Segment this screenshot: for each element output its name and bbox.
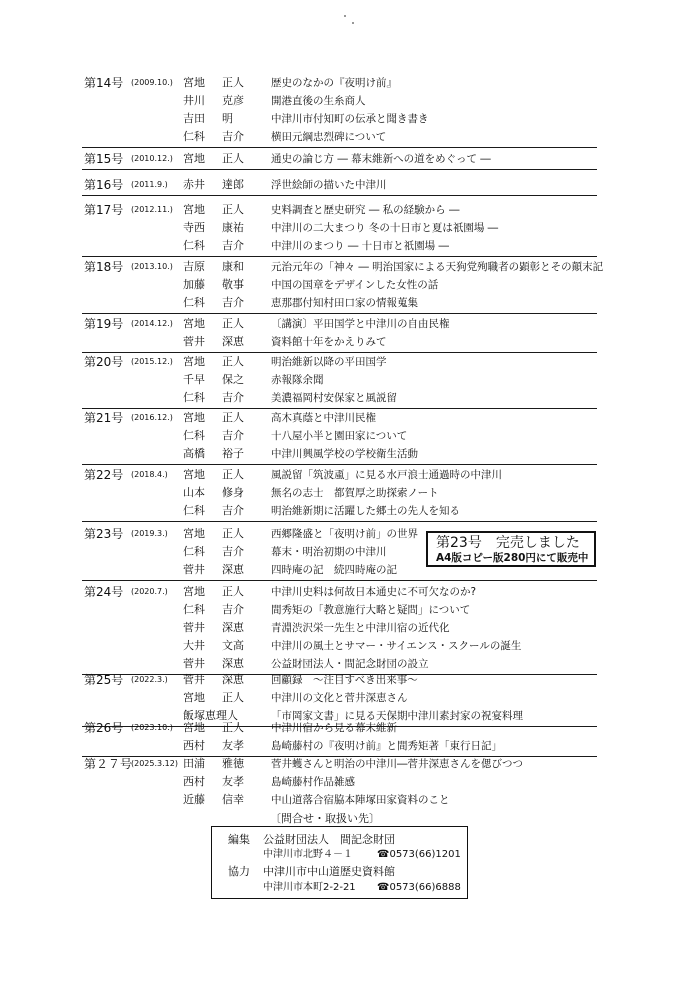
- author-given-name: 雅徳: [222, 757, 244, 770]
- author-given-name: 克彦: [222, 94, 244, 107]
- edit-label: 編集: [228, 833, 250, 846]
- article-title: 恵那郡付知村田口家の情報蒐集: [271, 297, 418, 309]
- article-title: 明治維新期に活躍した郷土の先人を知る: [271, 505, 460, 517]
- author-given-name: 明: [222, 112, 233, 125]
- article-title: 回顧録 ～注目すべき出来事～: [271, 674, 418, 686]
- issue-date: (2022.3.): [131, 675, 168, 684]
- article-row: [0, 150, 700, 168]
- issue-number: 第15号: [84, 152, 124, 166]
- issue-number: 第２７号: [84, 757, 133, 771]
- article-row: [0, 445, 700, 463]
- author-given-name: 正人: [222, 721, 244, 734]
- author-given-name: 吉介: [222, 296, 244, 309]
- issue-date: (2014.12.): [131, 319, 173, 328]
- author-surname: 宮地: [183, 468, 205, 481]
- article-title: 中山道落合宿脇本陣塚田家資料のこと: [271, 794, 450, 806]
- article-title: 公益財団法人・間記念財団の設立: [271, 658, 429, 670]
- issue-number: 第26号: [84, 721, 124, 735]
- article-title: 歴史のなかの『夜明け前』: [271, 77, 397, 89]
- issue-divider: [82, 580, 597, 581]
- issue-divider: [82, 256, 597, 257]
- author-surname: 山本: [183, 486, 205, 499]
- author-surname: 仁科: [183, 296, 205, 309]
- cooperation-organization: 中津川市中山道歴史資料館: [263, 865, 395, 878]
- author-surname: 菅井: [183, 621, 205, 634]
- issue-divider: [82, 313, 597, 314]
- author-given-name: 康和: [222, 260, 244, 273]
- author-given-name: 吉介: [222, 429, 244, 442]
- article-title: 無名の志士 都賀厚之助探索ノート: [271, 487, 439, 499]
- author-given-name: 裕子: [222, 447, 244, 460]
- author-surname: 宮地: [183, 585, 205, 598]
- author-given-name: 吉介: [222, 603, 244, 616]
- issue-date: (2020.7.): [131, 587, 168, 596]
- article-row: [0, 409, 700, 427]
- article-row: [0, 671, 700, 689]
- article-title: 中津川市付知町の伝承と聞き書き: [271, 113, 429, 125]
- article-row: [0, 237, 700, 255]
- author-surname: 宮地: [183, 317, 205, 330]
- article-row: [0, 333, 700, 351]
- article-row: [0, 276, 700, 294]
- author-given-name: 吉介: [222, 545, 244, 558]
- article-title: 横田元綱忠烈碑について: [271, 131, 387, 143]
- article-row: [0, 371, 700, 389]
- article-row: [0, 755, 700, 773]
- issue-date: (2018.4.): [131, 470, 168, 479]
- author-surname: 仁科: [183, 504, 205, 517]
- article-title: 「市岡家文書」に見る天保期中津川素封家の祝宴料理: [271, 710, 523, 722]
- author-surname: 寺西: [183, 221, 205, 234]
- article-row: [0, 427, 700, 445]
- article-row: [0, 719, 700, 737]
- article-row: [0, 74, 700, 92]
- article-row: [0, 484, 700, 502]
- issue-number: 第23号: [84, 527, 124, 541]
- author-given-name: 正人: [222, 691, 244, 704]
- article-title: 浮世絵師の描いた中津川: [271, 179, 387, 191]
- article-row: [0, 92, 700, 110]
- article-title: 中津川の二大まつり 冬の十日市と夏は祇園場 ―: [271, 222, 499, 234]
- author-surname: 井川: [183, 94, 205, 107]
- author-surname: 菅井: [183, 673, 205, 686]
- author-surname: 田浦: [183, 757, 205, 770]
- article-title: 四時庵の記 続四時庵の記: [271, 564, 397, 576]
- article-title: 島崎藤村の『夜明け前』と間秀矩著「東行日記」: [271, 740, 502, 752]
- cooperation-address: 中津川市本町2-2-21: [263, 882, 356, 893]
- issue-date: (2012.11.): [131, 205, 173, 214]
- article-row: [0, 294, 700, 312]
- article-title: 美濃福岡村安保家と風説留: [271, 392, 397, 404]
- author-surname: 仁科: [183, 239, 205, 252]
- edit-organization: 公益財団法人 間記念財団: [263, 833, 395, 846]
- author-surname: 宮地: [183, 721, 205, 734]
- issue-number: 第14号: [84, 76, 124, 90]
- author-surname: 高橋: [183, 447, 205, 460]
- article-row: [0, 219, 700, 237]
- author-surname: 西村: [183, 775, 205, 788]
- article-row: [0, 353, 700, 371]
- author-given-name: 友孝: [222, 739, 244, 752]
- author-given-name: 正人: [222, 585, 244, 598]
- article-row: [0, 389, 700, 407]
- cooperation-phone: ☎0573(66)6888: [377, 882, 461, 893]
- article-row: [0, 773, 700, 791]
- article-title: 中津川の文化と菅井深恵さん: [271, 692, 408, 704]
- author-given-name: 正人: [222, 152, 244, 165]
- author-given-name: 正人: [222, 355, 244, 368]
- contact-heading: 〔問合せ・取扱い先〕: [270, 812, 380, 825]
- author-surname: 西村: [183, 739, 205, 752]
- author-given-name: 吉介: [222, 239, 244, 252]
- author-given-name: 吉介: [222, 391, 244, 404]
- article-row: [0, 601, 700, 619]
- author-given-name: 信幸: [222, 793, 244, 806]
- author-surname: 宮地: [183, 411, 205, 424]
- author-given-name: 吉介: [222, 130, 244, 143]
- issue-number: 第24号: [84, 585, 124, 599]
- author-surname: 吉田: [183, 112, 205, 125]
- issue-number: 第16号: [84, 178, 124, 192]
- article-row: [0, 689, 700, 707]
- article-title: 資料館十年をかえりみて: [271, 336, 387, 348]
- article-title: 通史の論じ方 ― 幕末維新への道をめぐって ―: [271, 153, 491, 165]
- issue-date: (2015.12.): [131, 357, 173, 366]
- article-row: [0, 176, 700, 194]
- author-surname: 宮地: [183, 76, 205, 89]
- author-surname: 宮地: [183, 152, 205, 165]
- article-row: [0, 737, 700, 755]
- article-title: 中津川のまつり ― 十日市と祇園場 ―: [271, 240, 450, 252]
- article-title: 史料調査と歴史研究 ― 私の経験から ―: [271, 204, 460, 216]
- article-title: 青淵渋沢栄一先生と中津川宿の近代化: [271, 622, 450, 634]
- issue-number: 第19号: [84, 317, 124, 331]
- article-row: [0, 258, 700, 276]
- author-surname: 仁科: [183, 130, 205, 143]
- author-surname: 近藤: [183, 793, 205, 806]
- issue-number: 第17号: [84, 203, 124, 217]
- author-given-name: 正人: [222, 203, 244, 216]
- author-surname: 菅井: [183, 335, 205, 348]
- article-title: 菅井蠖さんと明治の中津川―菅井深恵さんを偲びつつ: [271, 758, 523, 770]
- edit-phone: ☎0573(66)1201: [377, 849, 461, 860]
- author-given-name: 敬事: [222, 278, 244, 291]
- author-given-name: 修身: [222, 486, 244, 499]
- author-surname: 宮地: [183, 691, 205, 704]
- issue-number: 第22号: [84, 468, 124, 482]
- notice-title: 第23号 完売しました: [436, 535, 580, 551]
- article-title: 十八屋小半と園田家について: [271, 430, 408, 442]
- article-title: 元治元年の「神々 ― 明治国家による天狗党殉職者の顕彰とその顛末記: [271, 261, 604, 273]
- issue-divider: [82, 169, 597, 170]
- author-given-name: 正人: [222, 468, 244, 481]
- issue-divider: [82, 521, 597, 522]
- article-row: [0, 619, 700, 637]
- author-given-name: 深恵: [222, 621, 244, 634]
- author-given-name: 保之: [222, 373, 244, 386]
- author-given-name: 文高: [222, 639, 244, 652]
- issue-date: (2019.3.): [131, 529, 168, 538]
- author-surname: 仁科: [183, 603, 205, 616]
- article-title: 中津川史料は何故日本通史に不可欠なのか?: [271, 586, 477, 598]
- issue-date: (2016.12.): [131, 413, 173, 422]
- article-title: 中津川宿から見る幕末維新: [271, 722, 397, 734]
- author-surname: 赤井: [183, 178, 205, 191]
- article-row: [0, 502, 700, 520]
- issue-number: 第18号: [84, 260, 124, 274]
- author-given-name: 正人: [222, 527, 244, 540]
- issue-date: (2025.3.12): [131, 759, 178, 768]
- article-title: 赤報隊余聞: [271, 374, 324, 386]
- author-given-name: 深恵: [222, 657, 244, 670]
- issue-divider: [82, 464, 597, 465]
- sold-out-notice: [426, 531, 596, 567]
- issue-divider: [82, 195, 597, 196]
- author-surname: 宮地: [183, 355, 205, 368]
- author-given-name: 友孝: [222, 775, 244, 788]
- issue-number: 第21号: [84, 411, 124, 425]
- article-title: 〔講演〕平田国学と中津川の自由民権: [271, 318, 450, 330]
- article-title: 明治維新以降の平田国学: [271, 356, 387, 368]
- contact-box: [211, 826, 468, 899]
- article-title: 島崎藤村作品雑感: [271, 776, 355, 788]
- article-row: [0, 315, 700, 333]
- article-title: 中国の国章をデザインした女性の話: [271, 279, 439, 291]
- issue-date: (2011.9.): [131, 180, 168, 189]
- article-row: [0, 583, 700, 601]
- author-given-name: 深恵: [222, 335, 244, 348]
- author-given-name: 正人: [222, 76, 244, 89]
- article-title: 間秀矩の「教意施行大略と疑問」について: [271, 604, 471, 616]
- article-row: [0, 791, 700, 809]
- author-surname: 大井: [183, 639, 205, 652]
- issue-date: (2023.10.): [131, 723, 173, 732]
- article-title: 高木真蔭と中津川民権: [271, 412, 376, 424]
- author-surname: 仁科: [183, 391, 205, 404]
- article-title: 開港直後の生糸商人: [271, 95, 366, 107]
- author-surname: 菅井: [183, 563, 205, 576]
- author-given-name: 達郎: [222, 178, 244, 191]
- article-title: 中津川の風土とサマー・サイエンス・スクールの誕生: [271, 640, 522, 652]
- issue-date: (2009.10.): [131, 78, 173, 87]
- author-surname: 宮地: [183, 203, 205, 216]
- author-surname: 菅井: [183, 657, 205, 670]
- issue-date: (2010.12.): [131, 154, 173, 163]
- author-surname: 吉原: [183, 260, 205, 273]
- author-surname: 飯塚恵理人: [183, 709, 238, 722]
- author-surname: 仁科: [183, 545, 205, 558]
- author-surname: 宮地: [183, 527, 205, 540]
- author-given-name: 深恵: [222, 673, 244, 686]
- edit-address: 中津川市北野４－１: [263, 849, 353, 860]
- issue-number: 第25号: [84, 673, 124, 687]
- article-row: [0, 201, 700, 219]
- article-row: [0, 466, 700, 484]
- article-row: [0, 637, 700, 655]
- article-title: 中津川興風学校の学校衛生活動: [271, 448, 418, 460]
- article-title: 幕末・明治初期の中津川: [271, 546, 387, 558]
- author-given-name: 正人: [222, 317, 244, 330]
- article-title: 風説留「筑波颪」に見る水戸浪士通過時の中津川: [271, 469, 502, 481]
- cooperation-label: 協力: [228, 865, 250, 878]
- author-given-name: 吉介: [222, 504, 244, 517]
- author-surname: 加藤: [183, 278, 205, 291]
- author-surname: 仁科: [183, 429, 205, 442]
- issue-divider: [82, 147, 597, 148]
- article-row: [0, 110, 700, 128]
- author-given-name: 深恵: [222, 563, 244, 576]
- author-surname: 千早: [183, 373, 205, 386]
- notice-sale-line: A4版コピー版280円にて販売中: [436, 552, 589, 564]
- issue-number: 第20号: [84, 355, 124, 369]
- author-given-name: 康祐: [222, 221, 244, 234]
- author-given-name: 正人: [222, 411, 244, 424]
- issue-date: (2013.10.): [131, 262, 173, 271]
- article-row: [0, 128, 700, 146]
- article-title: 西郷隆盛と「夜明け前」の世界: [271, 528, 418, 540]
